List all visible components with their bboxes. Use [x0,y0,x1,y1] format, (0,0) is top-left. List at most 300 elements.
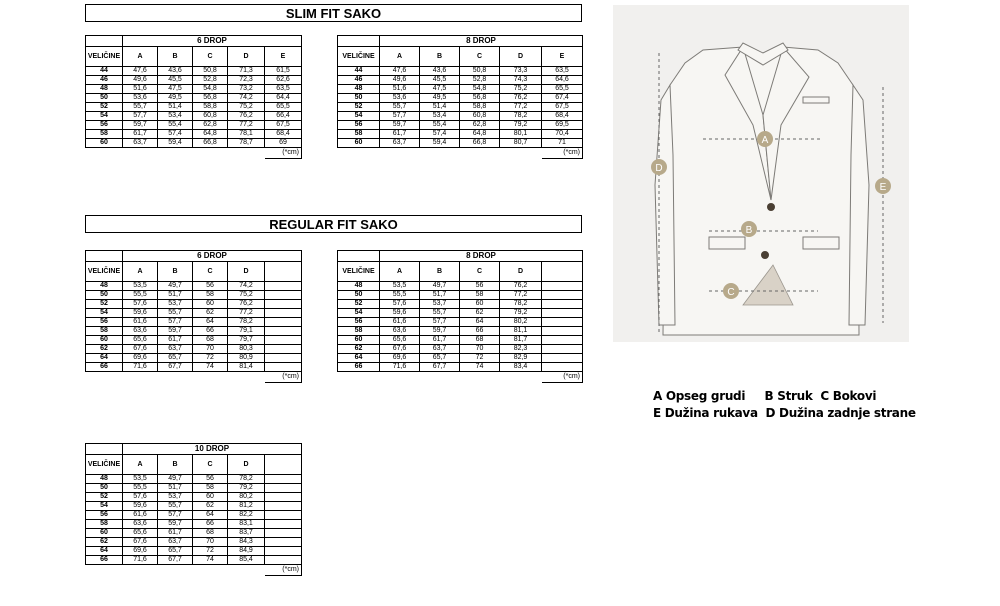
value-cell: 63,6 [123,327,158,336]
value-cell: 62,8 [460,121,500,130]
value-cell: 71,3 [228,67,265,76]
value-cell: 66,8 [460,139,500,148]
value-cell: 67,4 [542,94,583,103]
value-cell: 65,6 [380,336,420,345]
table-row [86,67,302,76]
table-row [86,502,302,511]
value-cell [265,493,302,502]
value-cell: 67,7 [158,556,193,565]
table-row [338,67,583,76]
table-row [338,318,583,327]
value-cell: 85,4 [228,556,265,565]
value-cell: 74 [193,363,228,372]
value-cell: 59,6 [123,309,158,318]
slim-6-drop-table [85,35,302,159]
value-cell: 59,4 [420,139,460,148]
value-cell: 66 [460,327,500,336]
size-cell: 50 [338,94,380,103]
value-cell: 60,8 [193,112,228,121]
value-cell: 51,7 [420,291,460,300]
size-cell: 60 [338,336,380,345]
value-cell: 70 [460,345,500,354]
value-cell: 77,2 [500,103,542,112]
value-cell: 57,6 [123,493,158,502]
column-header: A [123,47,158,67]
drop-header: 10 DROP [123,444,302,455]
table-row [86,354,302,363]
column-header: D [228,455,265,475]
size-cell: 54 [86,112,123,121]
value-cell [542,300,583,309]
value-cell: 65,5 [542,85,583,94]
table-row [338,300,583,309]
measurement-legend [653,388,916,422]
value-cell: 49,6 [380,76,420,85]
size-cell: 52 [86,493,123,502]
regular-6-drop-table [85,250,302,383]
value-cell: 55,4 [420,121,460,130]
marker-a-label: A [761,135,769,146]
value-cell: 50,8 [193,67,228,76]
size-cell: 52 [86,300,123,309]
size-cell: 64 [86,354,123,363]
table-row [338,121,583,130]
value-cell: 84,3 [228,538,265,547]
value-cell [265,336,302,345]
table-row [86,511,302,520]
unit-label: (*cm) [542,372,583,383]
regular-fit-title: REGULAR FIT SAKO [85,215,582,233]
size-cell: 54 [338,309,380,318]
value-cell: 45,5 [158,76,193,85]
size-cell: 54 [86,309,123,318]
value-cell: 74 [460,363,500,372]
value-cell: 68 [460,336,500,345]
value-cell: 76,2 [500,94,542,103]
value-cell: 56,8 [193,94,228,103]
unit-row-blank [86,372,265,383]
size-cell: 46 [86,76,123,85]
value-cell: 68,4 [542,112,583,121]
column-header: C [193,262,228,282]
column-header-size: VELIČINE [338,47,380,67]
column-header: A [123,455,158,475]
table-row [86,327,302,336]
value-cell: 74,2 [228,94,265,103]
size-cell: 58 [86,130,123,139]
table-row [86,291,302,300]
table-row [338,363,583,372]
table-row [86,538,302,547]
size-cell: 50 [86,291,123,300]
value-cell: 63,5 [265,85,302,94]
value-cell [265,300,302,309]
table-row [338,112,583,121]
value-cell: 82,2 [228,511,265,520]
column-header: C [193,455,228,475]
drop-header: 6 DROP [123,36,302,47]
value-cell [542,327,583,336]
value-cell: 69,6 [123,354,158,363]
table-row [86,556,302,565]
drop-header-blank [338,36,380,47]
value-cell [542,291,583,300]
value-cell: 70,4 [542,130,583,139]
value-cell: 67,7 [158,363,193,372]
value-cell: 63,7 [420,345,460,354]
value-cell: 58 [193,291,228,300]
value-cell [265,511,302,520]
value-cell: 59,7 [380,121,420,130]
size-cell: 64 [338,354,380,363]
size-cell: 48 [86,85,123,94]
value-cell: 63,7 [123,139,158,148]
value-cell: 66,8 [193,139,228,148]
value-cell [265,529,302,538]
value-cell: 68 [193,529,228,538]
value-cell: 62,6 [265,76,302,85]
value-cell: 53,5 [123,282,158,291]
value-cell: 78,1 [228,130,265,139]
marker-e-label: E [879,182,887,193]
value-cell: 43,6 [158,67,193,76]
table-row [86,130,302,139]
value-cell: 53,6 [123,94,158,103]
column-header-size: VELIČINE [86,262,123,282]
value-cell: 53,6 [380,94,420,103]
value-cell: 62 [460,309,500,318]
value-cell: 61,7 [420,336,460,345]
table-row [86,529,302,538]
left-pocket [709,237,745,249]
value-cell [265,327,302,336]
value-cell [265,345,302,354]
value-cell: 67,5 [542,103,583,112]
value-cell: 70 [193,345,228,354]
value-cell: 71 [542,139,583,148]
size-cell: 52 [338,103,380,112]
value-cell: 75,2 [228,291,265,300]
value-cell: 78,2 [500,300,542,309]
value-cell: 72 [193,354,228,363]
value-cell [542,309,583,318]
table-row [338,103,583,112]
value-cell: 63,7 [380,139,420,148]
table-row [86,121,302,130]
value-cell: 65,6 [123,336,158,345]
value-cell: 53,4 [420,112,460,121]
table-row [338,139,583,148]
value-cell [542,354,583,363]
value-cell: 53,7 [420,300,460,309]
drop-header-blank [86,36,123,47]
size-cell: 60 [86,336,123,345]
marker-b-label: B [745,225,753,236]
column-header: D [500,262,542,282]
value-cell: 70 [193,538,228,547]
value-cell: 59,6 [123,502,158,511]
size-cell: 50 [338,291,380,300]
unit-label: (*cm) [542,148,583,159]
value-cell: 75,2 [500,85,542,94]
value-cell: 49,5 [420,94,460,103]
column-header-size: VELIČINE [86,47,123,67]
value-cell: 53,5 [123,475,158,484]
value-cell: 81,7 [500,336,542,345]
value-cell: 69,6 [380,354,420,363]
value-cell: 51,7 [158,291,193,300]
value-cell: 80,9 [228,354,265,363]
value-cell: 51,6 [123,85,158,94]
button-bottom [761,251,769,259]
table-row [86,318,302,327]
table-row [86,139,302,148]
column-header: A [380,262,420,282]
value-cell: 63,7 [158,345,193,354]
value-cell: 57,7 [380,112,420,121]
slim-8-drop-table [337,35,583,159]
value-cell: 53,4 [158,112,193,121]
value-cell: 83,7 [228,529,265,538]
value-cell: 63,7 [158,538,193,547]
regular-10-drop-table [85,443,302,576]
value-cell: 83,1 [228,520,265,529]
unit-row-blank [338,148,542,159]
button-top [767,203,775,211]
table-row [86,493,302,502]
value-cell: 58 [460,291,500,300]
size-cell: 50 [86,484,123,493]
column-header: B [158,455,193,475]
value-cell: 61,7 [158,529,193,538]
table-row [86,85,302,94]
table-row [338,282,583,291]
value-cell: 78,7 [228,139,265,148]
value-cell: 61,6 [380,318,420,327]
value-cell: 69,5 [542,121,583,130]
value-cell: 59,7 [158,520,193,529]
size-cell: 44 [338,67,380,76]
table-row [338,336,583,345]
value-cell: 52,8 [193,76,228,85]
value-cell: 84,9 [228,547,265,556]
column-header: C [460,47,500,67]
value-cell [542,282,583,291]
value-cell: 69,6 [123,547,158,556]
table-row [86,112,302,121]
value-cell: 59,6 [380,309,420,318]
drop-header: 8 DROP [380,251,583,262]
size-cell: 58 [338,130,380,139]
value-cell: 59,4 [158,139,193,148]
value-cell: 52,8 [460,76,500,85]
size-cell: 52 [86,103,123,112]
value-cell: 55,7 [158,309,193,318]
value-cell: 64,8 [193,130,228,139]
value-cell: 64 [460,318,500,327]
value-cell [265,538,302,547]
value-cell: 43,6 [420,67,460,76]
value-cell: 49,7 [158,475,193,484]
regular-8-drop-table [337,250,583,383]
value-cell: 61,7 [123,130,158,139]
value-cell: 81,1 [500,327,542,336]
table-row [338,327,583,336]
column-header [265,455,302,475]
size-cell: 58 [338,327,380,336]
value-cell: 60,8 [460,112,500,121]
value-cell: 74 [193,556,228,565]
column-header: D [228,47,265,67]
slim-fit-title: SLIM FIT SAKO [85,4,582,22]
size-cell: 54 [338,112,380,121]
value-cell: 47,6 [123,67,158,76]
value-cell: 63,5 [542,67,583,76]
value-cell: 77,2 [500,291,542,300]
value-cell: 49,6 [123,76,158,85]
marker-d-label: D [655,163,663,174]
value-cell: 83,4 [500,363,542,372]
unit-label: (*cm) [265,372,302,383]
value-cell: 55,4 [158,121,193,130]
size-cell: 48 [338,282,380,291]
size-cell: 48 [86,475,123,484]
table-row [338,76,583,85]
drop-header-blank [338,251,380,262]
table-row [86,363,302,372]
size-cell: 48 [86,282,123,291]
column-header-size: VELIČINE [86,455,123,475]
unit-row-blank [338,372,542,383]
size-cell: 44 [86,67,123,76]
value-cell: 66 [193,327,228,336]
value-cell: 62,8 [193,121,228,130]
value-cell: 81,2 [228,502,265,511]
value-cell: 57,6 [123,300,158,309]
value-cell: 64,8 [460,130,500,139]
column-header: A [380,47,420,67]
size-cell: 48 [338,85,380,94]
column-header: A [123,262,158,282]
value-cell: 71,6 [123,556,158,565]
size-cell: 62 [86,345,123,354]
table-row [338,291,583,300]
size-cell: 60 [338,139,380,148]
value-cell: 82,9 [500,354,542,363]
column-header: D [500,47,542,67]
value-cell: 76,2 [500,282,542,291]
value-cell [542,318,583,327]
value-cell: 64 [193,511,228,520]
column-header: D [228,262,265,282]
size-cell: 46 [338,76,380,85]
value-cell: 65,7 [420,354,460,363]
table-row [338,85,583,94]
size-cell: 56 [338,318,380,327]
column-header: B [420,262,460,282]
value-cell: 78,2 [228,475,265,484]
right-sleeve [849,85,869,325]
value-cell: 79,2 [228,484,265,493]
value-cell: 56 [193,282,228,291]
value-cell: 45,5 [420,76,460,85]
value-cell: 81,4 [228,363,265,372]
column-header: C [193,47,228,67]
table-row [86,300,302,309]
table-row [86,475,302,484]
table-row [86,547,302,556]
value-cell: 57,7 [158,318,193,327]
value-cell: 57,6 [380,300,420,309]
value-cell [265,309,302,318]
value-cell: 79,2 [500,121,542,130]
value-cell: 80,7 [500,139,542,148]
value-cell [265,318,302,327]
value-cell: 59,7 [420,327,460,336]
value-cell: 67,6 [123,538,158,547]
value-cell: 64 [193,318,228,327]
value-cell: 65,7 [158,354,193,363]
size-cell: 62 [86,538,123,547]
value-cell: 51,4 [158,103,193,112]
legend-line-1: A Opseg grudi B Struk C Bokovi [653,389,877,403]
drop-header-blank [86,251,123,262]
jacket-diagram [613,5,909,342]
value-cell: 69 [265,139,302,148]
table-row [338,130,583,139]
value-cell: 57,4 [158,130,193,139]
value-cell: 50,8 [460,67,500,76]
size-cell: 58 [86,327,123,336]
unit-row-blank [86,148,265,159]
value-cell: 53,7 [158,300,193,309]
value-cell: 55,7 [420,309,460,318]
value-cell: 57,7 [123,112,158,121]
value-cell: 57,7 [420,318,460,327]
size-cell: 56 [86,318,123,327]
value-cell [265,475,302,484]
column-header: C [460,262,500,282]
marker-c-label: C [727,287,735,298]
table-row [86,345,302,354]
value-cell: 56 [460,282,500,291]
chest-pocket [803,97,829,103]
value-cell: 58 [193,484,228,493]
value-cell: 56 [193,475,228,484]
value-cell: 49,5 [158,94,193,103]
value-cell: 60 [193,493,228,502]
table-row [338,309,583,318]
value-cell: 55,5 [123,484,158,493]
value-cell: 55,5 [123,291,158,300]
value-cell: 67,5 [265,121,302,130]
unit-label: (*cm) [265,565,302,576]
size-cell: 50 [86,94,123,103]
value-cell: 76,2 [228,300,265,309]
value-cell: 62 [193,502,228,511]
value-cell: 57,7 [158,511,193,520]
unit-label: (*cm) [265,148,302,159]
value-cell: 65,6 [123,529,158,538]
value-cell: 71,6 [380,363,420,372]
size-cell: 56 [86,121,123,130]
value-cell: 64,6 [542,76,583,85]
value-cell: 49,7 [158,282,193,291]
table-row [86,520,302,529]
value-cell: 47,5 [158,85,193,94]
value-cell: 59,7 [158,327,193,336]
value-cell: 67,6 [380,345,420,354]
